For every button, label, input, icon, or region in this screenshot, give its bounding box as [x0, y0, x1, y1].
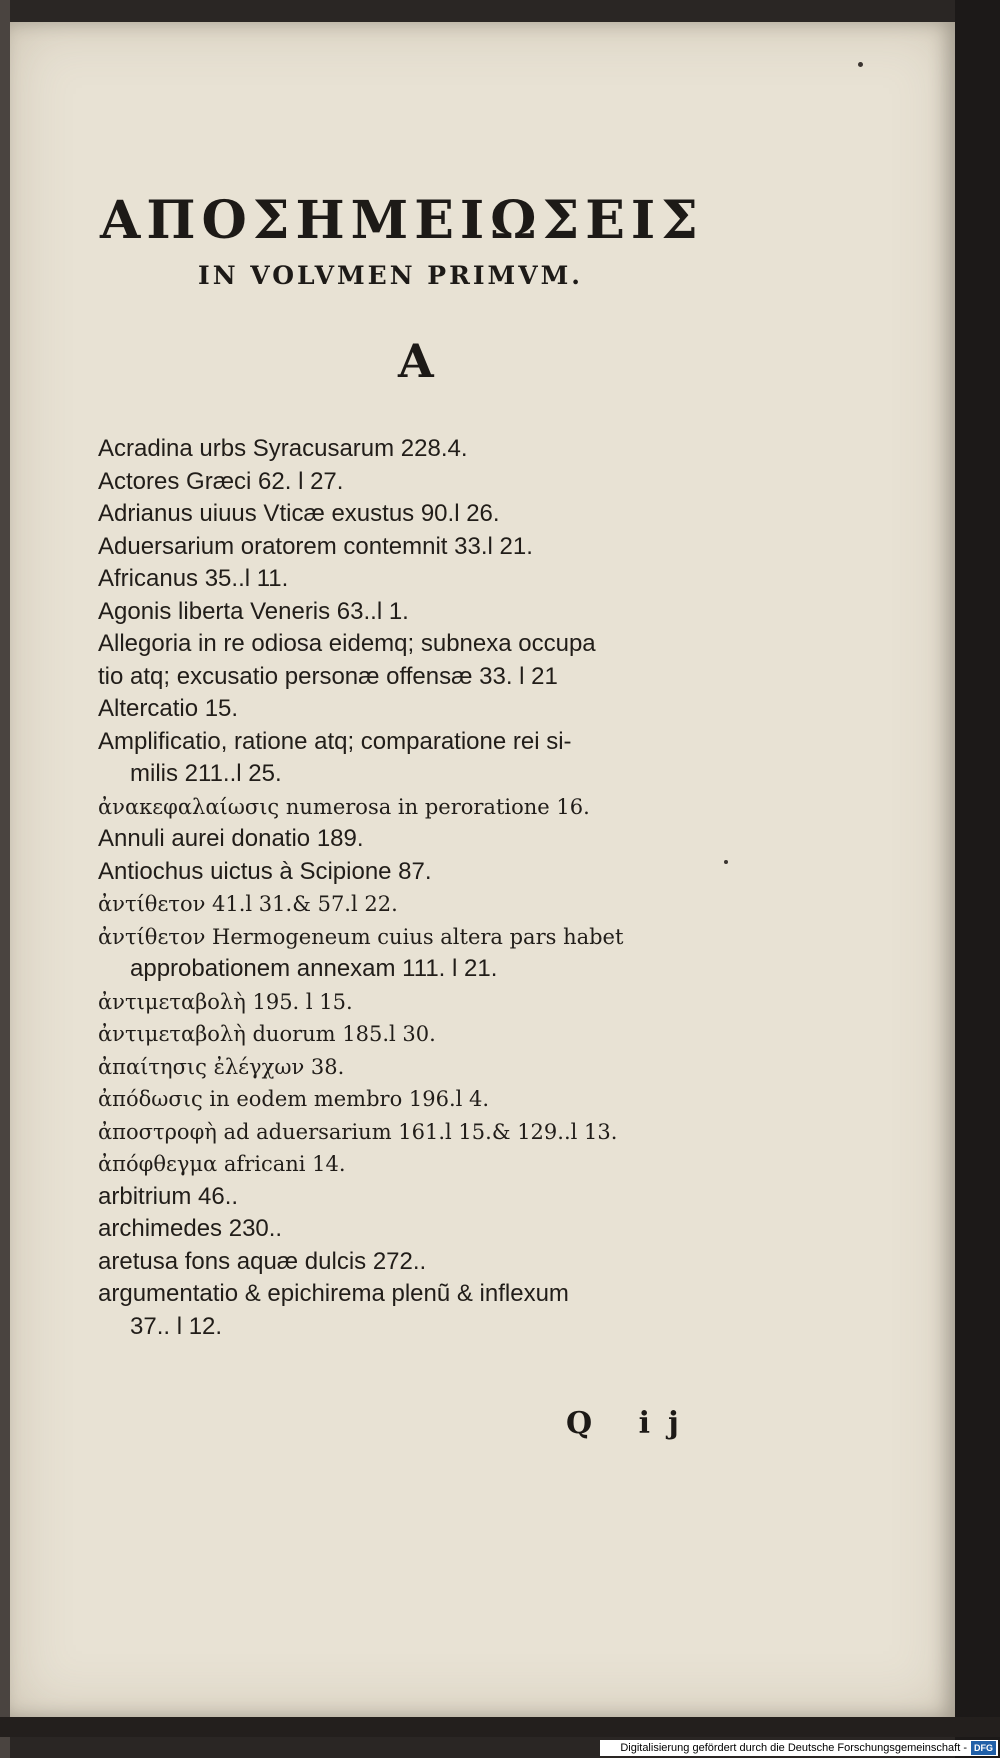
index-entry: ἀντιμεταβολὴ 195. l 15.	[98, 989, 353, 1014]
index-entry: ἀντίθετον Hermogeneum cuius altera pars habet	[98, 924, 624, 949]
index-entry: Annuli aurei donatio 189.	[98, 825, 364, 852]
index-entry: Agonis liberta Veneris 63..l 1.	[98, 597, 409, 625]
index-entry-continuation: tio atq; excusatio personæ offensæ 33. l 21	[98, 662, 558, 690]
index-entry-continuation: approbationem annexam 111. l 21.	[130, 955, 498, 982]
index-entry: ἀπαίτησις ἐλέγχων 38.	[98, 1054, 345, 1079]
index-entry: Acradina urbs Syracusarum 228.4.	[98, 435, 468, 462]
index-entry-continuation: 37.. l 12.	[130, 1312, 223, 1340]
index-entry: aretusa fons aquæ dulcis 272..	[98, 1247, 427, 1275]
index-entry: argumentatio & epichirema plenũ & inflexum	[98, 1280, 569, 1307]
index-entry: Amplificatio, ratione atq; comparatione rei si-	[98, 727, 572, 755]
section-letter: A	[398, 334, 434, 388]
index-entry: archimedes 230..	[98, 1215, 283, 1242]
footer-credit-text: Digitalisierung gefördert durch die Deutsche Forschungsgemeinschaft -	[620, 1742, 967, 1754]
page-subtitle: IN VOLVMEN PRIMVM.	[198, 261, 583, 290]
index-entry: Africanus 35..l 11.	[98, 565, 289, 592]
index-entry-continuation: milis 211..l 25.	[130, 760, 282, 787]
index-entry: ἀποστροφὴ ad aduersarium 161.l 15.& 129..l 13.	[98, 1119, 618, 1144]
index-entry: ἀντίθετον 41.l 31.& 57.l 22.	[98, 892, 398, 916]
digitization-credit	[600, 1740, 998, 1756]
index-entry: Antiochus uictus à Scipione 87.	[98, 857, 432, 885]
index-entry: Allegoria in re odiosa eidemq; subnexa occupa	[98, 630, 596, 657]
page-title: ΑΠΟΣΗΜΕΙΩΣΕΙΣ	[100, 190, 704, 251]
index-entry: Adrianus uiuus Vticæ exustus 90.l 26.	[98, 500, 500, 527]
index-entry: ἀνακεφαλαίωσις numerosa in peroratione 16.	[98, 794, 590, 819]
book-spine-edge	[0, 0, 10, 1758]
dfg-logo-icon: DFG	[971, 1741, 996, 1755]
bottom-board-edge	[0, 1717, 1000, 1737]
index-entry: ἀπόφθεγμα africani 14.	[98, 1152, 346, 1176]
paper-speck	[858, 62, 863, 67]
book-board-edge	[955, 0, 1000, 1758]
index-entries	[98, 433, 738, 1343]
signature-mark: Q ij	[566, 1406, 697, 1441]
index-entry: Aduersarium oratorem contemnit 33.l 21.	[98, 532, 533, 560]
index-entry: Altercatio 15.	[98, 695, 239, 722]
index-entry: arbitrium 46..	[98, 1182, 239, 1210]
index-entry: ἀντιμεταβολὴ duorum 185.l 30.	[98, 1022, 436, 1046]
index-entry: ἀπόδωσις in eodem membro 196.l 4.	[98, 1087, 490, 1111]
index-entry: Actores Græci 62. l 27.	[98, 467, 344, 495]
